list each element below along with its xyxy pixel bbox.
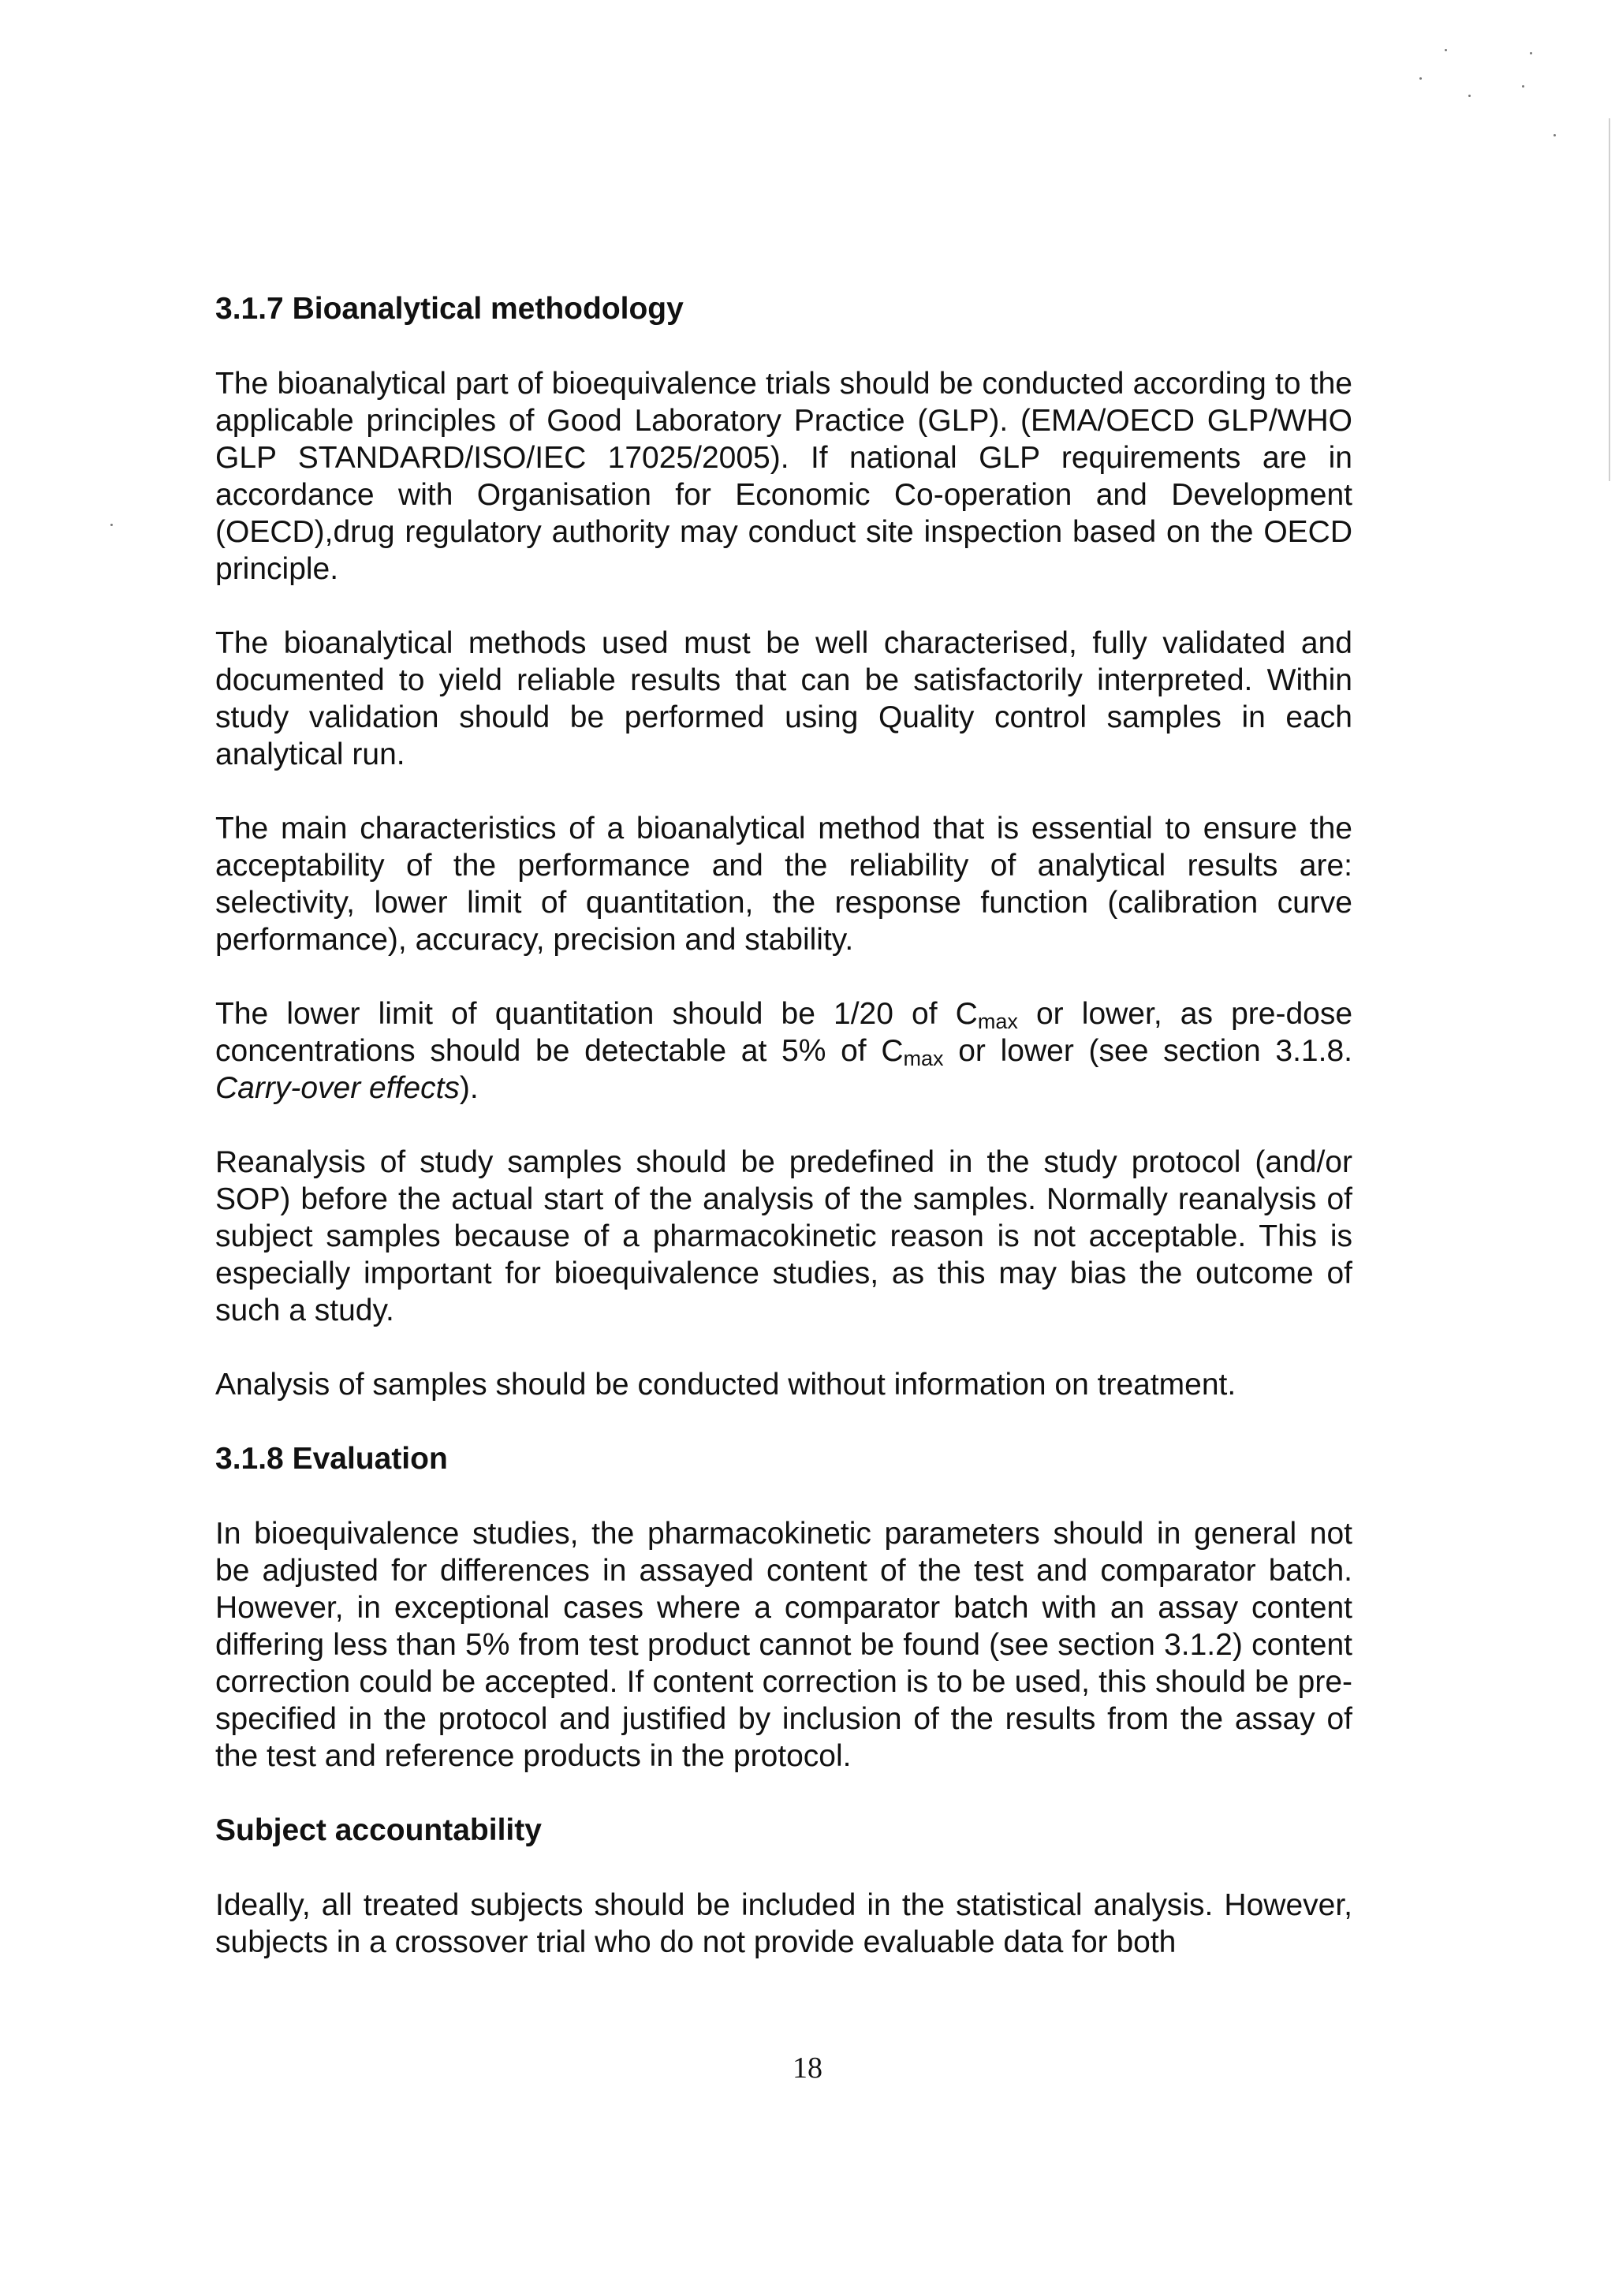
document-page xyxy=(215,290,1352,1961)
paragraph-treated-subjects: Ideally, all treated subjects should be included in the statistical analysis. However, subjects in a crossover trial who do not provide evaluable data for both xyxy=(215,1888,1352,1959)
text-run: The lower limit of quantitation should be 1/20 of C xyxy=(215,997,978,1031)
paragraph-validation: The bioanalytical methods used must be well characterised, fully validated and documented to yield reliable results that can be satisfactorily interpreted. Within study validation should be performed using Quality control samples in each analytical run. xyxy=(215,626,1352,771)
section-heading-evaluation: 3.1.8 Evaluation xyxy=(215,1442,448,1476)
paragraph-glp: The bioanalytical part of bioequivalence trials should be conducted according to the applicable principles of Good Laboratory Practice (GLP). (EMA/OECD GLP/WHO GLP STANDARD/ISO/IEC 17025/2005). If national GLP requirements are in accordance with Organisation for Economic Co-operation and Development (OECD),drug regulatory authority may conduct site inspection based on the OECD principle. xyxy=(215,367,1352,586)
scan-edge-line xyxy=(1609,118,1610,481)
text-run: or lower, as pre-dose concentrations should be detectable at 5% of C xyxy=(215,997,1353,1068)
text-run: ). xyxy=(459,1071,479,1105)
subheading-subject-accountability: Subject accountability xyxy=(215,1813,542,1847)
section-heading-bioanalytical-methodology: 3.1.7 Bioanalytical methodology xyxy=(215,292,684,326)
italic-reference: Carry-over effects xyxy=(215,1071,460,1105)
text-run: or lower (see section 3.1.8. xyxy=(943,1034,1352,1068)
paragraph-analysis-blinding: Analysis of samples should be conducted without information on treatment. xyxy=(215,1368,1236,1402)
paragraph-reanalysis: Reanalysis of study samples should be predefined in the study protocol (and/or SOP) before the actual start of the analysis of the samples. Normally reanalysis of subject samples because of a pharmacokinetic reason is not acceptable. This is especially important for bioequivalence studies, as this may bias the outcome of such a study. xyxy=(215,1145,1352,1327)
paragraph-characteristics: The main characteristics of a bioanalytical method that is essential to ensure the acceptability of the performance and the reliability of analytical results are: selectivity, lower limit of quantitation, the response function (calibration curve performance), accuracy, precision and stability. xyxy=(215,812,1352,957)
paragraph-content-correction: In bioequivalence studies, the pharmacokinetic parameters should in general not be adjusted for differences in assayed content of the test and comparator batch. However, in exceptional cases where a comparator batch with an assay content differing less than 5% from test product cannot be found (see section 3.1.2) content correction could be accepted. If content correction is to be used, this should be pre-specified in the protocol and justified by inclusion of the results from the assay of the test and reference products in the protocol. xyxy=(215,1517,1352,1773)
page-number: 18 xyxy=(793,2051,822,2085)
subscript-max: max xyxy=(903,1047,944,1070)
paragraph-lower-limit xyxy=(215,995,1352,1107)
subscript-max: max xyxy=(977,1010,1018,1033)
